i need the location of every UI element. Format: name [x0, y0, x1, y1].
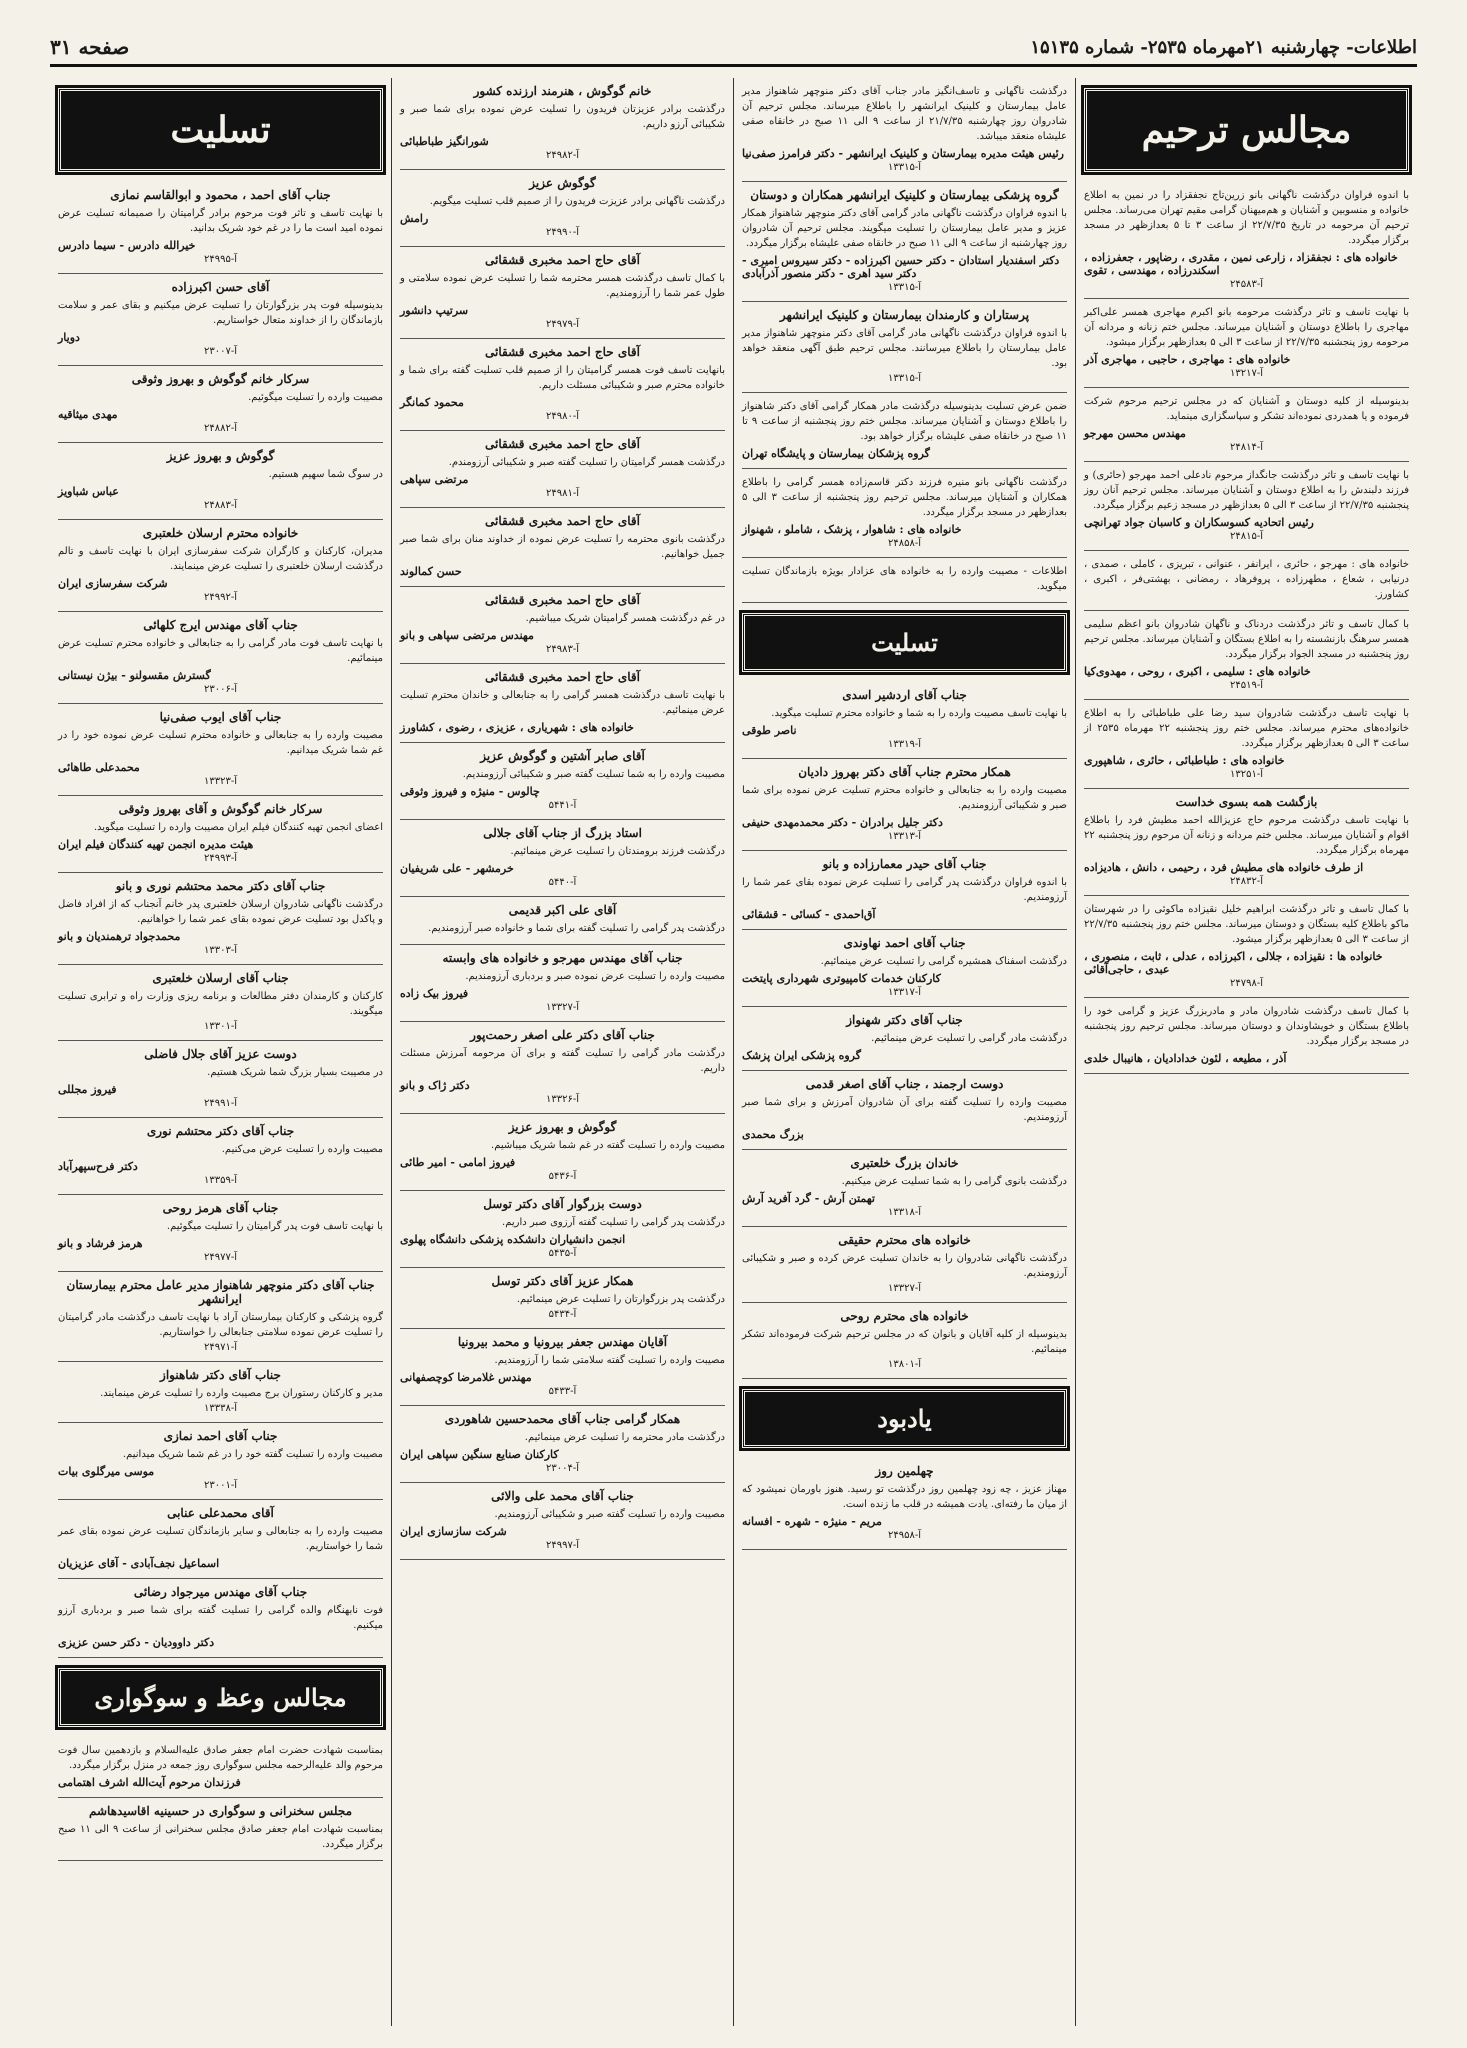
notice-title: آقای حاج احمد مخبری قشقائی	[485, 253, 640, 267]
notice-code: آ-۱۳۳۰۱	[203, 1021, 238, 1032]
notice	[742, 759, 1067, 851]
notice	[742, 1071, 1067, 1150]
notice	[400, 170, 725, 247]
notice-signature: مهندس محسن مهرجو	[1084, 427, 1186, 440]
notice-title: جناب آقای دکتر محتشم نوری	[146, 1124, 295, 1138]
notice-title: سرکار خانم گوگوش و آقای بهروز وثوقی	[118, 802, 323, 816]
notice-title: آقای حاج احمد مخبری قشقائی	[485, 593, 640, 607]
notice-code: آ-۱۳۳۰۳	[203, 945, 238, 956]
notice-text: درگذشت ناگهانی و تاسف‌انگیز مادر جناب آقای دکتر منوچهر شاهنواز مدیر عامل بیمارستان و کلینیک ایرانشهر را باطلاع میرساند. مجلس ترحیم آن شادروان روز چهارشنبه ۲۱/۷/۳۵ از ساعت ۹ الی ۱۱ صبح در خانقاه صفی علیشاه منعقد میباشد.	[742, 86, 1067, 142]
notice	[58, 366, 383, 443]
notice-signature: هیئت مدیره انجمن تهیه کنندگان فیلم ایران	[58, 838, 254, 851]
notice-text: با اندوه فراوان درگذشت پدر گرامی را تسلیت عرض نموده بقای عمر شما را آرزومندیم.	[742, 877, 1067, 903]
notice-code: آ-۱۳۳۲۷	[887, 1283, 922, 1294]
notice-text: درگذشت ناگهانی شادروان ارسلان خلعتبری پدر خانم آنجناب که از افراد فاضل و پاکدل بود تسلیت عرض نموده بقای عمر شما را خواهانیم.	[58, 899, 383, 925]
notice-text: با کمال تاسف و تاثر درگذشت ابراهیم خلیل نقیزاده ماکوئی را در شهرستان ماکو باطلاع کلیه بستگان و دوستان میرساند. مجلس ختم روز پنجشنبه ۲۲/۷/۳۵ از ساعت ۳ الی ۵ بعدازظهر برگزار میشود.	[1084, 904, 1409, 945]
notice-signature: خانواده های : مهاجری ، حاجبی ، مهاجری آذر	[1084, 353, 1291, 366]
notice	[400, 1114, 725, 1191]
notice-text: با کمال تاسف و تاثر درگذشت دردناک و ناگهان شادروان بانو اعظم سلیمی همسر سرهنگ بازنشسته را به اطلاع بستگان و آشنایان میرساند. مجلس ترحیم روز پنجشنبه در مسجد الجواد برگزار میگردد.	[1084, 619, 1409, 660]
notice-text: درگذشت بانوی محترمه را تسلیت عرض نموده از خداوند منان برای شما صبر جمیل خواهانیم.	[400, 534, 725, 560]
notice-text: درگذشت برادر عزیزتان فریدون را تسلیت عرض نموده برای شما صبر و شکیبائی آرزو داریم.	[400, 104, 725, 130]
notice-signature: بزرگ محمدی	[742, 1128, 804, 1141]
notice-signature: فیروز مجللی	[58, 1083, 117, 1096]
notice-title: جناب آقای ارسلان خلعتبری	[152, 971, 289, 985]
notice	[58, 1579, 383, 1658]
notice-code: آ-۲۴۹۹۰	[545, 227, 580, 238]
notice	[58, 704, 383, 796]
notice-text: مصیبت وارده را به جنابعالی و سایر بازماندگان تسلیت عرض نموده بقای عمر شما را خواستاریم.	[58, 1526, 383, 1552]
notice-signature: انجمن دانشیاران دانشکده پزشکی دانشگاه پهلوی	[400, 1233, 626, 1246]
notice-signature: رامش	[400, 212, 429, 225]
notice-text: با نهایت تاسف و تاثر درگذشت جانگداز مرحوم نادعلی احمد مهرجو (حائری) و فرزند دلبندش را به اطلاع دوستان و آشنایان میرساند. مجلس ترحیم آنان روز پنجشنبه ۲۲/۷/۳۵ از ساعت ۳ الی ۵ بعدازظهر در مسجد زعیم برگزار میگردد.	[1084, 470, 1409, 511]
notice-signature: رئیس اتحادیه کسوسکاران و کاسبان جواد تهرانچی	[1084, 516, 1314, 529]
notice-signature: آذر ، مطیعه ، لئون خدادادیان ، هانیبال خلدی	[1084, 1052, 1287, 1065]
notice	[742, 182, 1067, 302]
notice-signature: اسماعیل نجف‌آبادی - آقای عزیزیان	[58, 1557, 220, 1570]
notice-title: جناب آقای دکتر شهنواز	[846, 1013, 963, 1027]
column-3	[391, 78, 733, 2026]
notice-code: آ-۱۳۳۵۹	[203, 1175, 238, 1186]
notice-title: آقای علی اکبر قدیمی	[508, 903, 617, 917]
notice-signature: گروه پزشکی ایران پزشک	[742, 1049, 861, 1062]
notice-signature: دکتر فرح‌سپهرآباد	[58, 1160, 138, 1173]
notice-signature: محمدجواد ترهمندیان و بانو	[58, 930, 181, 943]
notice-text: درگذشت ناگهانی برادر عزیزت فریدون را از صمیم قلب تسلیت میگویم.	[429, 196, 725, 207]
notice-signature: ناصر طوقی	[742, 724, 797, 737]
notice-code: آ-۲۴۹۹۳	[203, 853, 238, 864]
notice-text: گروه پزشکی و کارکنان بیمارستان آراد با نهایت تاسف درگذشت مادر گرامیتان را تسلیت عرض نموده سلامتی جنابعالی را خواستاریم.	[58, 1312, 383, 1338]
notice-code: آ-۲۴۹۸۰	[545, 411, 580, 422]
notice-signature: شرکت سفرسازی ایران	[58, 577, 168, 590]
notice-text: درگذشت پدر بزرگوارتان را تسلیت عرض مینمائیم.	[516, 1294, 725, 1305]
notice	[400, 1329, 725, 1406]
notice	[742, 302, 1067, 393]
notice-text: بمناسبت شهادت حضرت امام جعفر صادق علیه‌السلام و بازدهمین سال فوت مرحوم والد علیه‌الرحمه مجلس سوگواری روز جمعه در منزل برگزار میگردد.	[58, 1745, 383, 1771]
notice-signature: رئیس هیئت مدیره بیمارستان و کلینیک ایرانشهر - دکتر فرامرز صفی‌نیا	[742, 147, 1064, 160]
masthead	[50, 30, 1417, 67]
notice	[742, 558, 1067, 603]
notice-signature: دکتر داوودیان - دکتر حسن عزیزی	[58, 1636, 215, 1649]
memorial-banner: یادبود	[742, 1389, 1067, 1448]
notice-signature: دکتر ژاک و بانو	[400, 1079, 470, 1092]
notice-code: آ-۲۴۹۹۷	[545, 1540, 580, 1551]
notice-title: دوست عزیز آقای جلال فاضلی	[144, 1047, 297, 1061]
notice-title: جناب آقای دکتر منوچهر شاهنواز مدیر عامل محترم بیمارستان ایرانشهر	[66, 1278, 375, 1306]
notice-code: آ-۲۴۸۸۲	[203, 423, 238, 434]
notice	[58, 873, 383, 965]
notice-code: آ-۱۳۳۱۹	[887, 739, 922, 750]
memorial-signature: مریم - منیژه - شهره - افسانه	[742, 1515, 882, 1528]
notice-signature: دویار	[58, 331, 80, 344]
column-4	[50, 78, 391, 2026]
notice-title: جناب آقای حیدر معمارزاده و بانو	[822, 857, 987, 871]
notice-title: جناب آقای احمد نهاوندی	[843, 936, 966, 950]
masthead-issue: اطلاعات- چهارشنبه ۲۱مهرماه ۲۵۳۵- شماره ۱۵۱۳۵	[1030, 36, 1417, 58]
notice	[58, 1272, 383, 1362]
notice-text: با اندوه فراوان درگذشت ناگهانی مادر گرامی آقای دکتر منوچهر شاهنواز مدیر عامل بیمارستان را باطلاع میرسانند. مجلس ترحیم طبق آگهی منعقد خواهد بود.	[742, 328, 1067, 369]
notice-signature: خانواده های : طباطبائی ، حائری ، شاهپوری	[1084, 754, 1285, 767]
notice-code: آ-۱۳۳۱۸	[887, 1207, 922, 1218]
notice-signature: محمدعلی طاهائی	[58, 761, 140, 774]
notice-code: آ-۲۴۵۱۹	[1229, 680, 1264, 691]
notice-code: آ-۲۴۸۵۸	[887, 538, 922, 549]
notice-title: جناب آقای دکتر شاهنواز	[160, 1368, 281, 1382]
notice	[400, 664, 725, 743]
notice-signature: موسی میرگلوی بیات	[58, 1465, 155, 1478]
notice-title: جناب آقای دکتر علی اصغر رحمت‌پور	[470, 1028, 655, 1042]
notice-code: آ-۲۳۰۰۴	[545, 1463, 580, 1474]
notice	[58, 1362, 383, 1423]
notice	[58, 1737, 383, 1798]
notice-text: درگذشت همسر گرامیتان را تسلیت گفته صبر و شکیبائی آرزومندم.	[448, 457, 725, 468]
notice-code: آ-۲۴۵۸۳	[1229, 279, 1264, 290]
notice-title: جناب آقای مهندس ایرج کلهائی	[143, 618, 298, 632]
notice	[1084, 896, 1409, 998]
notice-text: درگذشت مادر گرامی را تسلیت گفته و برای آن مرحومه آمرزش مسئلت داریم.	[400, 1048, 725, 1074]
notice-text: بدینوسیله از کلیه دوستان و آشنایان که در مجلس ترحیم مرحوم شرکت فرموده و یا همدردی نموده‌اند تشکر و سپاسگزاری مینماید.	[1084, 396, 1409, 422]
notice	[400, 587, 725, 664]
notice-text: ضمن عرض تسلیت بدینوسیله درگذشت مادر همکار گرامی آقای دکتر شاهنواز را باطلاع دوستان و آشنایان میرساند. مجلس ختم روز پنجشنبه از ساعت ۹ تا ۱۱ صبح در خانقاه صفی علیشاه برگزار خواهد بود.	[742, 401, 1068, 442]
section-banner: تسلیت	[742, 613, 1067, 672]
notice-code: آ-۱۳۲۱۷	[1229, 368, 1264, 379]
notice-title: آقای حسن اکبرزاده	[171, 280, 270, 294]
notice-code: آ-۱۳۸۰۱	[887, 1359, 922, 1370]
notice-title: مجلس سخنرانی و سوگواری در حسینیه اقاسیدهاشم	[89, 1804, 352, 1818]
notice-title: جناب آقای دکتر محمد محتشم نوری و بانو	[115, 879, 326, 893]
notice-signature: هرمز فرشاد و بانو	[58, 1237, 143, 1250]
notice-code: آ-۱۳۲۵۱	[1229, 769, 1264, 780]
notice	[58, 1423, 383, 1500]
notice-title: همکار گرامی جناب آقای محمدحسین شاهوردی	[444, 1412, 681, 1426]
notice-signature: خیرالله دادرس - سیما دادرس	[58, 239, 196, 252]
notice-signature: تهمتن آرش - گرد آفرید آرش	[742, 1192, 875, 1205]
notice-title: همکار عزیز آقای دکتر توسل	[491, 1274, 634, 1288]
memorial-text: مهناز عزیز ، چه زود چهلمین روز درگذشت تو رسید. هنوز باورمان نمیشود که از میان ما رفته‌ای. یادت همیشه در قلب ما زنده است.	[742, 1484, 1067, 1510]
notice-code: آ-۲۴۷۹۸	[1229, 978, 1264, 989]
notice	[742, 78, 1067, 182]
notice-text: درگذشت پدر گرامی را تسلیت گفته برای شما و خانواده صبر آرزومندیم.	[428, 923, 725, 934]
section-banner: تسلیت	[58, 88, 383, 172]
notice-title: خانواده محترم ارسلان خلعتبری	[142, 526, 299, 540]
notice-signature: شورانگیز طباطبائی	[400, 135, 489, 148]
notice-signature: فرزندان مرحوم آیت‌الله اشرف اهتمامی	[58, 1776, 241, 1789]
notice-title: همکار محترم جناب آقای دکتر بهروز دادیان	[798, 765, 1011, 779]
notice-text: درگذشت مادر محترمه را تسلیت عرض مینمائیم.	[524, 1432, 725, 1443]
notice-text: با نهایت تاسف درگذشت مرحوم حاج عزیزالله احمد مطیش فرد را باطلاع اقوام و آشنایان میرساند. مجلس ختم مردانه و زنانه آن مرحوم روز پنجشنبه ۲۲ مهرماه برگزار میگردد.	[1084, 815, 1409, 856]
notice-code: آ-۵۴۳۳	[548, 1386, 577, 1397]
notice-text: با نهایت تاسف و تاثر درگذشت مرحومه بانو اکبرم مهاجری همسر علی‌اکبر مهاجری را باطلاع دوستان و آشنایان میرساند. مجلس ختم زنانه و مردانه آن مرحومه روز پنجشنبه ۲۲/۷/۳۵ از ساعت ۳ الی ۵ بعدازظهر برگزار میشود.	[1084, 307, 1409, 348]
notice-text: با نهایت تاسف درگذشت شادروان سید رضا علی طباطبائی را به اطلاع خانواده‌های محترم میرساند. مجلس ختم روز پنجشنبه ۲۲ مهرماه ۲۵۳۵ از ساعت ۳ الی ۵ بعدازظهر برگزار میگردد.	[1084, 708, 1409, 749]
notice-code: آ-۱۳۳۲۶	[545, 1094, 580, 1105]
notice	[742, 1303, 1067, 1379]
notice-text: فوت نابهنگام والده گرامی را تسلیت گفته برای شما صبر و بردباری آرزو میکنیم.	[58, 1605, 383, 1631]
notice-title: گروه پزشکی بیمارستان و کلینیک ایرانشهر همکاران و دوستان	[750, 188, 1059, 202]
notice	[1084, 182, 1409, 299]
notice-title: گوگوش عزیز	[529, 176, 596, 190]
notice-signature: حسن کمالوند	[400, 565, 462, 578]
notice-code: آ-۲۴۸۸۳	[203, 500, 238, 511]
notice-code: آ-۲۴۹۸۳	[545, 644, 580, 655]
notice-title: گوگوش و بهروز عزیز	[166, 449, 275, 463]
notice	[58, 182, 383, 274]
notice-signature: عباس شباویز	[58, 485, 119, 498]
notice-title: آقای حاج احمد مخبری قشقائی	[485, 670, 640, 684]
notice-title: خانواده های محترم حقیقی	[838, 1233, 971, 1247]
notice	[58, 1195, 383, 1272]
notice-text: با نهایت تاسف درگذشت همسر گرامی را به جنابعالی و خاندان محترم تسلیت عرض مینمائیم.	[400, 690, 725, 716]
notice-code: آ-۱۳۳۱۵	[887, 282, 922, 293]
notice-title: جناب آقای احمد نمازی	[163, 1429, 278, 1443]
notice-signature: خانواده های : سلیمی ، اکبری ، روحی ، مهدوی‌کیا	[1084, 665, 1311, 678]
notice-text: مصیبت وارده را تسلیت گفته در غم شما شریک میباشیم.	[491, 1140, 725, 1151]
notice-title: بازگشت همه بسوی خداست	[1175, 795, 1318, 809]
notice	[400, 1483, 725, 1560]
notice	[400, 1268, 725, 1329]
notice-text: مصیبت وارده را تسلیت گفته سلامتی شما را آرزومندیم.	[494, 1355, 725, 1366]
notice-code: آ-۱۳۳۲۷	[545, 1002, 580, 1013]
notice-title: آقای حاج احمد مخبری قشقائی	[485, 345, 640, 359]
section-banner: مجالس ترحیم	[1084, 88, 1409, 172]
notice-signature: شرکت سازسازی ایران	[400, 1525, 507, 1538]
notice-text: مدیر و کارکنان رستوران برج مصیبت وارده را تسلیت عرض مینمایند.	[100, 1388, 383, 1399]
notice-code: آ-۵۴۳۶	[548, 1171, 577, 1182]
notice-text: درگذشت ناگهانی بانو منیره فرزند دکتر قاسم‌زاده همسر گرامی را باطلاع همکاران و آشنایان میرساند. مجلس ترحیم روز پنجشنبه از ساعت ۳ الی ۵ بعدازظهر در مسجد برگزار میگردد.	[742, 477, 1067, 518]
notice-title: جناب آقای احمد ، محمود و ابوالقاسم نمازی	[110, 188, 331, 202]
notice	[1084, 462, 1409, 551]
notice-title: جناب آقای اردشیر اسدی	[842, 688, 967, 702]
notice	[400, 820, 725, 897]
notice-signature: خانواده ها : نقیزاده ، جلالی ، اکبرزاده ، عدلی ، ثابت ، منصوری ، عبدی ، حاجی‌آقائی	[1084, 950, 1383, 976]
notice-code: آ-۱۳۳۱۵	[887, 162, 922, 173]
notice-signature: فیروز امامی - امیر طائی	[400, 1156, 516, 1169]
notice-code: آ-۱۳۳۱۳	[887, 831, 922, 842]
notice-signature: آق‌احمدی - کسائی - قشقائی	[742, 908, 876, 921]
notice-code: آ-۲۳۰۰۱	[203, 1480, 238, 1491]
notice-text: بانهایت تاسف فوت همسر گرامیتان را از صمیم قلب تسلیت گفته برای شما و خانواده محترم صبر و شکیبائی مسئلت داریم.	[400, 365, 725, 391]
notice-text: مصیبت وارده را به جنابعالی و خانواده محترم تسلیت عرض نموده خود را در غم شما شریک میدانیم.	[58, 730, 383, 756]
notice-text: درگذشت فرزند برومندتان را تسلیت عرض مینمائیم.	[510, 846, 725, 857]
memorial-title: چهلمین روز	[875, 1464, 934, 1478]
notice-signature: کارکنان خدمات کامپیوتری شهرداری پایتخت	[742, 972, 941, 985]
notice-code: آ-۲۴۹۹۱	[203, 1098, 238, 1109]
notice-text: بمناسبت شهادت امام جعفر صادق مجلس سخنرانی از ساعت ۹ الی ۱۱ صبح برگزار میگردد.	[58, 1824, 383, 1850]
notice-signature: گروه پزشکان بیمارستان و پایشگاه تهران	[742, 447, 930, 460]
notice-signature: مرتضی سپاهی	[400, 473, 469, 486]
notice	[58, 796, 383, 873]
notice-signature: خانواده های : شهریاری ، عزیزی ، رضوی ، کشاورز	[400, 721, 634, 734]
memorial-notice	[742, 1458, 1067, 1550]
notice-code: آ-۲۴۸۱۵	[1229, 531, 1264, 542]
notice-text: با اندوه فراوان درگذشت ناگهانی بانو زرین‌تاج نجفقزاد را در نمین به اطلاع خانواده و منسوبین و آشنایان و هم‌میهنان گرامی مقیم تهران می‌رساند. مجلس ترحیم آن مرحومه در تاریخ ۲۲/۷/۳۵ از ساعت ۳ تا ۵ بعدازظهر در مسجد برگزار میگردد.	[1084, 190, 1409, 246]
notice	[400, 945, 725, 1022]
notice-title: خانم گوگوش ، هنرمند ارزنده کشور	[473, 84, 652, 98]
notice-signature: گسترش مقسولنو - بیژن نیستانی	[58, 669, 211, 682]
notice-title: سرکار خانم گوگوش و بهروز وثوقی	[131, 372, 310, 386]
notice	[400, 1022, 725, 1114]
notice-code: آ-۵۴۴۰	[548, 877, 577, 888]
notice-code: آ-۲۳۰۰۶	[203, 684, 238, 695]
notice-text: مصیبت وارده را به جنابعالی و خانواده محترم تسلیت عرض نموده برای شما صبر و شکیبائی آرزومندیم.	[742, 785, 1067, 811]
notice-code: آ-۲۴۹۷۷	[203, 1252, 238, 1263]
notice-text: مصیبت وارده را به شما تسلیت گفته صبر و شکیبائی آرزومندیم.	[462, 769, 725, 780]
notice-text: با نهایت تاسف مصیبت وارده را به شما و خانواده محترم تسلیت میگوید.	[771, 708, 1067, 719]
notice-code: آ-۱۳۳۳۸	[203, 1403, 238, 1414]
notice-code: آ-۲۴۸۱۴	[1229, 442, 1264, 453]
notice	[400, 431, 725, 508]
notice	[1084, 998, 1409, 1074]
notice-code: آ-۲۴۹۹۵	[203, 254, 238, 265]
notice	[58, 1118, 383, 1195]
notice-text: با نهایت تاسف و تاثر فوت مرحوم برادر گرامیتان را صمیمانه تسلیت عرض نموده امید است ما را در غم خود شریک بدانید.	[58, 208, 383, 234]
notice-text: درگذشت پدر گرامی را تسلیت گفته آرزوی صبر داریم.	[502, 1217, 725, 1228]
notice-text: مصیبت وارده را تسلیت گفته برای آن شادروان آمرزش و برای شما صبر آرزومندیم.	[742, 1097, 1067, 1123]
notice-text: با کمال تاسف درگذشت شادروان مادر و مادربزرگ عزیز و گرامی خود را باطلاع بستگان و خویشاوندان و دوستان میرساند. مجلس ترحیم روز پنجشنبه در مسجد برگزار میگردد.	[1084, 1006, 1409, 1047]
notice-code: آ-۲۴۹۷۱	[203, 1342, 238, 1353]
notice	[58, 1798, 383, 1861]
notice-text: با نهایت تاسف فوت پدر گرامیتان را تسلیت میگوئیم.	[166, 1221, 383, 1232]
notice-text: با کمال تاسف درگذشت همسر محترمه شما را تسلیت عرض نموده سلامتی و طول عمر شما را آرزومندیم.	[400, 273, 725, 299]
column-2	[733, 78, 1075, 2026]
notice-signature: خرمشهر - علی شریفیان	[400, 862, 514, 875]
notice-text: اعضای انجمن تهیه کنندگان فیلم ایران مصیبت وارده را تسلیت میگوید.	[93, 822, 383, 833]
notice-signature: مهندس غلامرضا کوچصفهانی	[400, 1371, 532, 1384]
notice-code: آ-۵۴۳۴	[548, 1309, 577, 1320]
notice-text: مدیران، کارکنان و کارگران شرکت سفرسازی ایران با نهایت تاسف و تالم درگذشت ارسلان خلعتبری را تسلیت عرض مینمایند.	[58, 546, 383, 572]
notice-text: درگذشت ناگهانی شادروان را به خاندان تسلیت عرض کرده و صبر و شکیبائی آرزومندیم.	[742, 1253, 1067, 1279]
notice	[1084, 299, 1409, 388]
notice-text: بدینوسیله فوت پدر بزرگوارتان را تسلیت عرض میکنیم و بقای عمر و سلامت بازماندگان را از خداوند متعال خواستاریم.	[58, 300, 383, 326]
notice	[742, 851, 1067, 930]
notice	[58, 274, 383, 366]
notice-code: آ-۲۴۹۸۱	[545, 488, 580, 499]
notice-signature: خانواده های : نجفقزاد ، زارعی نمین ، مقدری ، رضاپور ، جعفرزاده ، اسکندرزاده ، مهندسی ، تقوی	[1084, 251, 1398, 277]
notice	[400, 247, 725, 339]
notice-title: خاندان بزرگ خلعتبری	[850, 1156, 959, 1170]
notice-title: آقای حاج احمد مخبری قشقائی	[485, 514, 640, 528]
notice	[1084, 611, 1409, 700]
notice-text: مصیبت وارده را تسلیت گفته صبر و شکیبائی آرزومندیم.	[494, 1509, 725, 1520]
notice-text: در مصیبت بسیار بزرگ شما شریک هستیم.	[207, 1067, 383, 1078]
notice	[1084, 789, 1409, 896]
notice	[58, 520, 383, 612]
notice-text: مصیبت وارده را تسلیت میگوئیم.	[248, 392, 383, 403]
page-number: صفحه ۳۱	[50, 35, 130, 59]
notice-title: دوست ارجمند ، جناب آقای اصغر قدمی	[805, 1077, 1004, 1091]
notice	[742, 1227, 1067, 1303]
notice	[58, 1041, 383, 1118]
notice	[742, 393, 1067, 469]
notice-text: در سوگ شما سهیم هستیم.	[268, 469, 383, 480]
notice-signature: خانواده های : شاهوار ، پزشک ، شاملو ، شهنواز	[742, 523, 962, 536]
notice	[742, 1150, 1067, 1227]
section-banner: مجالس وعظ و سوگواری	[58, 1668, 383, 1727]
notice-code: آ-۱۳۳۱۷	[887, 987, 922, 998]
notice-text: خانواده های : مهرجو ، حائری ، ایرانفر ، عنوانی ، تبریزی ، کاملی ، صمدی ، درنیابی ، شعاع ، مطهرزاده ، پروفرهاد ، رمضانی ، بهشتی‌فر ، اکبری ، کشاورز.	[1084, 559, 1409, 600]
notice-title: جناب آقای مهندس مهرجو و خانواده های وابسته	[442, 951, 683, 965]
notice-code: آ-۲۳۰۰۷	[203, 346, 238, 357]
notice-title: جناب آقای هرمز روحی	[162, 1201, 279, 1215]
notice-title: پرستاران و کارمندان بیمارستان و کلینیک ایرانشهر	[779, 308, 1030, 322]
memorial-code: آ-۲۴۹۵۸	[887, 1530, 922, 1541]
notice	[58, 612, 383, 704]
notice-signature: مهندس مرتضی سپاهی و بانو	[400, 629, 534, 642]
notice	[400, 78, 725, 170]
notice-text: مصیبت وارده را تسلیت گفته خود را در غم شما شریک میدانیم.	[122, 1449, 383, 1460]
notice-signature: سرتیپ دانشور	[400, 304, 469, 317]
notice	[742, 682, 1067, 759]
notice	[1084, 700, 1409, 789]
notice-title: جناب آقای مهندس میرجواد رضائی	[133, 1585, 308, 1599]
notice-title: دوست بزرگوار آقای دکتر توسل	[483, 1197, 642, 1211]
notice	[58, 1500, 383, 1579]
notice-title: استاد بزرگ از جناب آقای جلالی	[483, 826, 642, 840]
notice	[400, 339, 725, 431]
notice-signature: فیروز بیک زاده	[400, 987, 469, 1000]
notice-title: آقای محمدعلی عنابی	[167, 1506, 274, 1520]
notice-code: آ-۲۴۹۸۲	[545, 150, 580, 161]
notice-text: مصیبت وارده را تسلیت عرض می‌کنیم.	[221, 1144, 383, 1155]
notice-text: اطلاعات - مصیبت وارده را به خانواده های عزادار بویژه بازماندگان تسلیت میگوید.	[742, 566, 1067, 592]
notice-title: آقای صابر آشتین و گوگوش عزیز	[480, 749, 645, 763]
notice	[1084, 551, 1409, 611]
notice-signature: مهدی میثاقیه	[58, 408, 118, 421]
notice	[400, 897, 725, 945]
notice	[400, 1191, 725, 1268]
notice-text: بدینوسیله از کلیه آقایان و بانوان که در مجلس ترحیم شرکت فرموده‌اند تشکر مینمائیم.	[742, 1329, 1067, 1355]
notice-title: جناب آقای ایوب صفی‌نیا	[159, 710, 282, 724]
notice-title: جناب آقای محمد علی والائی	[491, 1489, 634, 1503]
notice	[58, 443, 383, 520]
notice-title: آقای حاج احمد مخبری قشقائی	[485, 437, 640, 451]
notice	[742, 930, 1067, 1007]
notice	[400, 508, 725, 587]
notice	[58, 965, 383, 1041]
notice-signature: چالوس - منیژه و فیروز وثوقی	[400, 785, 540, 798]
notice-code: آ-۵۴۳۵	[548, 1248, 577, 1259]
notice-text: با اندوه فراوان درگذشت ناگهانی مادر گرامی آقای دکتر منوچهر شاهنواز همکار عزیز و مدیر عامل بیمارستان را تسلیت میگویند. مجلس ترحیم آن شادروان روز چهارشنبه از ساعت ۹ الی ۱۱ صبح در خانقاه صفی علیشاه برگزار میگردد.	[742, 208, 1067, 249]
notice-title: گوگوش و بهروز عزیز	[508, 1120, 617, 1134]
notice	[400, 1406, 725, 1483]
notice-text: درگذشت بانوی گرامی را به شما تسلیت عرض میکنیم.	[841, 1176, 1067, 1187]
notice-title: خانواده های محترم روحی	[840, 1309, 969, 1323]
notice-code: آ-۲۴۹۷۹	[545, 319, 580, 330]
notice-text: با نهایت تاسف فوت مادر گرامی را به جنابعالی و خانواده محترم تسلیت عرض مینمائیم.	[58, 638, 383, 664]
notice-text: در غم درگذشت همسر گرامیتان شریک میباشیم.	[525, 613, 725, 624]
notice-title: آقایان مهندس جعفر بیرونیا و محمد بیرونیا	[457, 1335, 668, 1349]
notice	[742, 1007, 1067, 1071]
notice	[1084, 388, 1409, 462]
notice-signature: دکتر جلیل برادران - دکتر محمدمهدی حنیفی	[742, 816, 943, 829]
notice-signature: کارکنان صنایع سنگین سپاهی ایران	[400, 1448, 559, 1461]
notice-text: کارکنان و کارمندان دفتر مطالعات و برنامه ریزی وزارت راه و ترابری تسلیت میگویند.	[58, 991, 383, 1017]
notice-signature: دکتر اسفندیار استادان - دکتر حسین اکبرزاده - دکتر سیروس امیری - دکتر سید اهری - دکتر منصور آذرآبادی	[742, 254, 1060, 280]
notice-signature: محمود کمانگر	[400, 396, 464, 409]
notice-code: آ-۱۳۳۱۵	[887, 373, 922, 384]
notice-code: آ-۵۴۴۱	[548, 800, 577, 811]
notice-code: آ-۲۴۹۹۲	[203, 592, 238, 603]
notice-code: آ-۱۳۳۲۳	[203, 776, 238, 787]
notice	[742, 469, 1067, 558]
notice-text: درگذشت اسفناک همشیره گرامی را تسلیت عرض مینمائیم.	[820, 956, 1067, 967]
columns	[50, 78, 1417, 2026]
notice	[400, 743, 725, 820]
notice-text: مصیبت وارده را تسلیت عرض نموده صبر و بردباری آرزومندیم.	[465, 971, 725, 982]
notice-signature: از طرف خانواده های مطیش فرد ، رحیمی ، دانش ، هادیزاده	[1084, 861, 1364, 874]
notice-code: آ-۲۴۸۳۲	[1229, 876, 1264, 887]
notice-text: درگذشت مادر گرامی را تسلیت عرض مینمائیم.	[871, 1033, 1067, 1044]
column-1	[1075, 78, 1417, 2026]
